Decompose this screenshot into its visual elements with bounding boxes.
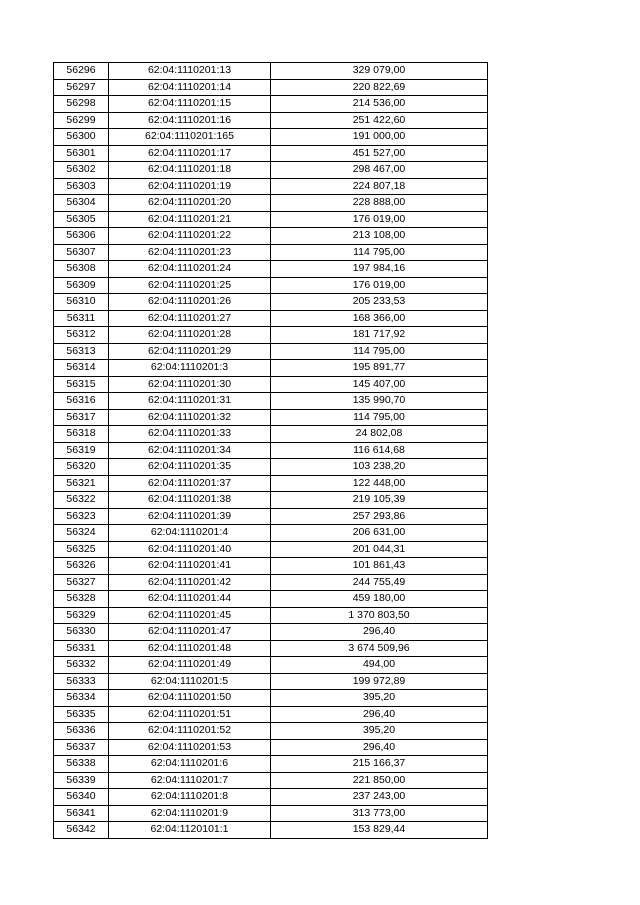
cadastral-value-cell: 251 422,60 bbox=[271, 112, 488, 129]
cadastral-number-cell: 62:04:1110201:165 bbox=[109, 129, 271, 146]
row-number-cell: 56312 bbox=[54, 327, 109, 344]
cadastral-value-cell: 459 180,00 bbox=[271, 591, 488, 608]
row-number-cell: 56309 bbox=[54, 277, 109, 294]
cadastral-number-cell: 62:04:1110201:21 bbox=[109, 211, 271, 228]
cadastral-value-cell: 228 888,00 bbox=[271, 195, 488, 212]
cadastral-value-cell: 298 467,00 bbox=[271, 162, 488, 179]
cadastral-value-cell: 197 984,16 bbox=[271, 261, 488, 278]
table-row bbox=[54, 195, 488, 212]
row-number-cell: 56313 bbox=[54, 343, 109, 360]
table-row bbox=[54, 162, 488, 179]
cadastral-number-cell: 62:04:1110201:26 bbox=[109, 294, 271, 311]
table-row bbox=[54, 475, 488, 492]
row-number-cell: 56310 bbox=[54, 294, 109, 311]
table-row bbox=[54, 129, 488, 146]
cadastral-value-cell: 257 293,86 bbox=[271, 508, 488, 525]
cadastral-value-cell: 1 370 803,50 bbox=[271, 607, 488, 624]
row-number-cell: 56336 bbox=[54, 723, 109, 740]
table-row bbox=[54, 96, 488, 113]
table-row bbox=[54, 442, 488, 459]
row-number-cell: 56330 bbox=[54, 624, 109, 641]
cadastral-value-cell: 145 407,00 bbox=[271, 376, 488, 393]
cadastral-number-cell: 62:04:1110201:23 bbox=[109, 244, 271, 261]
cadastral-value-cell: 3 674 509,96 bbox=[271, 640, 488, 657]
cadastral-number-cell: 62:04:1110201:34 bbox=[109, 442, 271, 459]
row-number-cell: 56334 bbox=[54, 690, 109, 707]
cadastral-value-cell: 313 773,00 bbox=[271, 805, 488, 822]
table-row bbox=[54, 228, 488, 245]
row-number-cell: 56302 bbox=[54, 162, 109, 179]
table-row bbox=[54, 294, 488, 311]
row-number-cell: 56339 bbox=[54, 772, 109, 789]
row-number-cell: 56328 bbox=[54, 591, 109, 608]
cadastral-number-cell: 62:04:1110201:35 bbox=[109, 459, 271, 476]
cadastral-value-cell: 205 233,53 bbox=[271, 294, 488, 311]
row-number-cell: 56318 bbox=[54, 426, 109, 443]
cadastral-value-cell: 215 166,37 bbox=[271, 756, 488, 773]
table-row bbox=[54, 211, 488, 228]
row-number-cell: 56297 bbox=[54, 79, 109, 96]
table-row bbox=[54, 772, 488, 789]
table-row bbox=[54, 723, 488, 740]
row-number-cell: 56324 bbox=[54, 525, 109, 542]
cadastral-number-cell: 62:04:1110201:33 bbox=[109, 426, 271, 443]
cadastral-number-cell: 62:04:1110201:29 bbox=[109, 343, 271, 360]
cadastral-number-cell: 62:04:1110201:16 bbox=[109, 112, 271, 129]
row-number-cell: 56300 bbox=[54, 129, 109, 146]
cadastral-value-cell: 296,40 bbox=[271, 706, 488, 723]
cadastral-value-cell: 220 822,69 bbox=[271, 79, 488, 96]
row-number-cell: 56323 bbox=[54, 508, 109, 525]
row-number-cell: 56327 bbox=[54, 574, 109, 591]
row-number-cell: 56333 bbox=[54, 673, 109, 690]
table-row bbox=[54, 244, 488, 261]
row-number-cell: 56342 bbox=[54, 822, 109, 839]
table-row bbox=[54, 63, 488, 80]
row-number-cell: 56326 bbox=[54, 558, 109, 575]
cadastral-value-cell: 395,20 bbox=[271, 723, 488, 740]
cadastral-value-cell: 221 850,00 bbox=[271, 772, 488, 789]
cadastral-value-cell: 296,40 bbox=[271, 624, 488, 641]
cadastral-number-cell: 62:04:1110201:18 bbox=[109, 162, 271, 179]
registry-sheet bbox=[53, 62, 487, 839]
row-number-cell: 56314 bbox=[54, 360, 109, 377]
row-number-cell: 56306 bbox=[54, 228, 109, 245]
row-number-cell: 56298 bbox=[54, 96, 109, 113]
cadastral-value-cell: 101 861,43 bbox=[271, 558, 488, 575]
row-number-cell: 56308 bbox=[54, 261, 109, 278]
cadastral-value-cell: 122 448,00 bbox=[271, 475, 488, 492]
table-row bbox=[54, 789, 488, 806]
cadastral-value-cell: 114 795,00 bbox=[271, 244, 488, 261]
cadastral-value-cell: 201 044,31 bbox=[271, 541, 488, 558]
cadastral-value-cell: 153 829,44 bbox=[271, 822, 488, 839]
row-number-cell: 56311 bbox=[54, 310, 109, 327]
cadastral-value-cell: 24 802,08 bbox=[271, 426, 488, 443]
table-row bbox=[54, 145, 488, 162]
table-row bbox=[54, 393, 488, 410]
row-number-cell: 56315 bbox=[54, 376, 109, 393]
cadastral-value-cell: 224 807,18 bbox=[271, 178, 488, 195]
table-row bbox=[54, 360, 488, 377]
row-number-cell: 56305 bbox=[54, 211, 109, 228]
cadastral-value-cell: 116 614,68 bbox=[271, 442, 488, 459]
row-number-cell: 56338 bbox=[54, 756, 109, 773]
cadastral-value-cell: 114 795,00 bbox=[271, 409, 488, 426]
row-number-cell: 56303 bbox=[54, 178, 109, 195]
cadastral-number-cell: 62:04:1120101:1 bbox=[109, 822, 271, 839]
table-row bbox=[54, 310, 488, 327]
cadastral-number-cell: 62:04:1110201:41 bbox=[109, 558, 271, 575]
table-row bbox=[54, 178, 488, 195]
cadastral-value-cell: 176 019,00 bbox=[271, 211, 488, 228]
row-number-cell: 56322 bbox=[54, 492, 109, 509]
cadastral-number-cell: 62:04:1110201:51 bbox=[109, 706, 271, 723]
table-row bbox=[54, 690, 488, 707]
row-number-cell: 56299 bbox=[54, 112, 109, 129]
cadastral-number-cell: 62:04:1110201:25 bbox=[109, 277, 271, 294]
cadastral-number-cell: 62:04:1110201:8 bbox=[109, 789, 271, 806]
cadastral-value-cell: 199 972,89 bbox=[271, 673, 488, 690]
cadastral-value-cell: 237 243,00 bbox=[271, 789, 488, 806]
cadastral-value-cell: 214 536,00 bbox=[271, 96, 488, 113]
cadastral-number-cell: 62:04:1110201:15 bbox=[109, 96, 271, 113]
table-row bbox=[54, 376, 488, 393]
cadastral-number-cell: 62:04:1110201:20 bbox=[109, 195, 271, 212]
table-row bbox=[54, 409, 488, 426]
table-row bbox=[54, 261, 488, 278]
cadastral-value-cell: 296,40 bbox=[271, 739, 488, 756]
cadastral-value-cell: 451 527,00 bbox=[271, 145, 488, 162]
cadastral-number-cell: 62:04:1110201:32 bbox=[109, 409, 271, 426]
table-row bbox=[54, 541, 488, 558]
cadastral-number-cell: 62:04:1110201:47 bbox=[109, 624, 271, 641]
cadastral-number-cell: 62:04:1110201:19 bbox=[109, 178, 271, 195]
cadastral-value-cell: 213 108,00 bbox=[271, 228, 488, 245]
cadastral-number-cell: 62:04:1110201:44 bbox=[109, 591, 271, 608]
cadastral-value-cell: 103 238,20 bbox=[271, 459, 488, 476]
table-row bbox=[54, 640, 488, 657]
table-row bbox=[54, 607, 488, 624]
row-number-cell: 56316 bbox=[54, 393, 109, 410]
table-row bbox=[54, 756, 488, 773]
row-number-cell: 56332 bbox=[54, 657, 109, 674]
cadastral-number-cell: 62:04:1110201:14 bbox=[109, 79, 271, 96]
row-number-cell: 56335 bbox=[54, 706, 109, 723]
cadastral-number-cell: 62:04:1110201:22 bbox=[109, 228, 271, 245]
cadastral-number-cell: 62:04:1110201:5 bbox=[109, 673, 271, 690]
cadastral-value-cell: 494,00 bbox=[271, 657, 488, 674]
cadastral-value-cell: 114 795,00 bbox=[271, 343, 488, 360]
cadastral-number-cell: 62:04:1110201:28 bbox=[109, 327, 271, 344]
cadastral-value-cell: 135 990,70 bbox=[271, 393, 488, 410]
cadastral-number-cell: 62:04:1110201:7 bbox=[109, 772, 271, 789]
cadastral-number-cell: 62:04:1110201:13 bbox=[109, 63, 271, 80]
cadastral-number-cell: 62:04:1110201:6 bbox=[109, 756, 271, 773]
cadastral-number-cell: 62:04:1110201:50 bbox=[109, 690, 271, 707]
table-row bbox=[54, 624, 488, 641]
table-row bbox=[54, 558, 488, 575]
cadastral-number-cell: 62:04:1110201:3 bbox=[109, 360, 271, 377]
table-row bbox=[54, 277, 488, 294]
table-row bbox=[54, 574, 488, 591]
cadastral-value-cell: 168 366,00 bbox=[271, 310, 488, 327]
table-row bbox=[54, 657, 488, 674]
cadastral-number-cell: 62:04:1110201:45 bbox=[109, 607, 271, 624]
row-number-cell: 56341 bbox=[54, 805, 109, 822]
row-number-cell: 56321 bbox=[54, 475, 109, 492]
cadastral-value-cell: 176 019,00 bbox=[271, 277, 488, 294]
cadastral-number-cell: 62:04:1110201:17 bbox=[109, 145, 271, 162]
table-row bbox=[54, 79, 488, 96]
table-row bbox=[54, 459, 488, 476]
cadastral-value-cell: 395,20 bbox=[271, 690, 488, 707]
cadastral-number-cell: 62:04:1110201:31 bbox=[109, 393, 271, 410]
row-number-cell: 56337 bbox=[54, 739, 109, 756]
cadastral-number-cell: 62:04:1110201:30 bbox=[109, 376, 271, 393]
cadastral-number-cell: 62:04:1110201:40 bbox=[109, 541, 271, 558]
table-row bbox=[54, 805, 488, 822]
table-row bbox=[54, 525, 488, 542]
row-number-cell: 56296 bbox=[54, 63, 109, 80]
cadastral-number-cell: 62:04:1110201:4 bbox=[109, 525, 271, 542]
row-number-cell: 56340 bbox=[54, 789, 109, 806]
table-row bbox=[54, 327, 488, 344]
cadastral-value-table bbox=[53, 62, 488, 839]
row-number-cell: 56325 bbox=[54, 541, 109, 558]
cadastral-number-cell: 62:04:1110201:24 bbox=[109, 261, 271, 278]
row-number-cell: 56301 bbox=[54, 145, 109, 162]
table-row bbox=[54, 343, 488, 360]
row-number-cell: 56317 bbox=[54, 409, 109, 426]
table-row bbox=[54, 426, 488, 443]
row-number-cell: 56320 bbox=[54, 459, 109, 476]
cadastral-number-cell: 62:04:1110201:39 bbox=[109, 508, 271, 525]
table-row bbox=[54, 508, 488, 525]
table-row bbox=[54, 822, 488, 839]
table-row bbox=[54, 591, 488, 608]
table-row bbox=[54, 112, 488, 129]
cadastral-number-cell: 62:04:1110201:53 bbox=[109, 739, 271, 756]
cadastral-value-cell: 195 891,77 bbox=[271, 360, 488, 377]
row-number-cell: 56319 bbox=[54, 442, 109, 459]
cadastral-number-cell: 62:04:1110201:9 bbox=[109, 805, 271, 822]
cadastral-value-cell: 181 717,92 bbox=[271, 327, 488, 344]
row-number-cell: 56307 bbox=[54, 244, 109, 261]
cadastral-number-cell: 62:04:1110201:49 bbox=[109, 657, 271, 674]
table-body bbox=[54, 63, 488, 839]
cadastral-value-cell: 191 000,00 bbox=[271, 129, 488, 146]
table-row bbox=[54, 706, 488, 723]
cadastral-value-cell: 206 631,00 bbox=[271, 525, 488, 542]
cadastral-number-cell: 62:04:1110201:48 bbox=[109, 640, 271, 657]
row-number-cell: 56329 bbox=[54, 607, 109, 624]
cadastral-number-cell: 62:04:1110201:37 bbox=[109, 475, 271, 492]
table-row bbox=[54, 673, 488, 690]
row-number-cell: 56331 bbox=[54, 640, 109, 657]
cadastral-number-cell: 62:04:1110201:52 bbox=[109, 723, 271, 740]
cadastral-value-cell: 329 079,00 bbox=[271, 63, 488, 80]
cadastral-number-cell: 62:04:1110201:27 bbox=[109, 310, 271, 327]
cadastral-number-cell: 62:04:1110201:38 bbox=[109, 492, 271, 509]
table-row bbox=[54, 739, 488, 756]
cadastral-number-cell: 62:04:1110201:42 bbox=[109, 574, 271, 591]
cadastral-value-cell: 219 105,39 bbox=[271, 492, 488, 509]
table-row bbox=[54, 492, 488, 509]
row-number-cell: 56304 bbox=[54, 195, 109, 212]
cadastral-value-cell: 244 755,49 bbox=[271, 574, 488, 591]
